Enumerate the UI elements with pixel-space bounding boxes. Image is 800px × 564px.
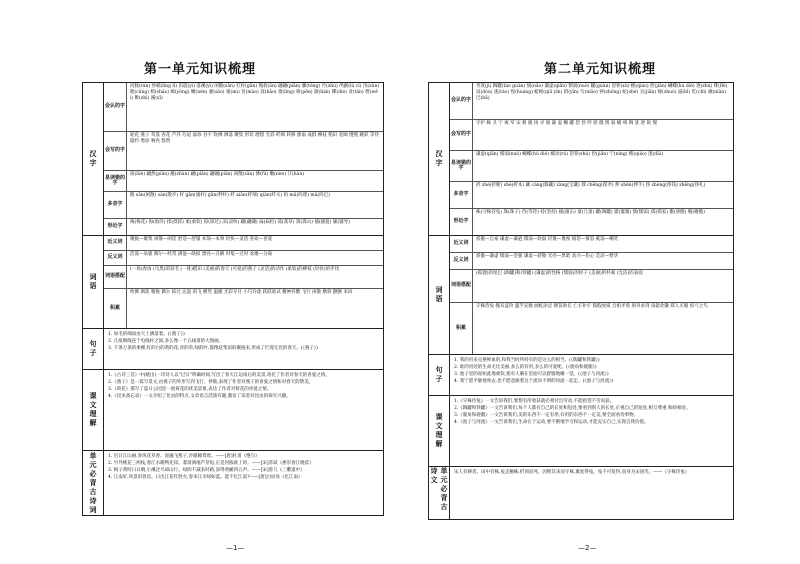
section-label: 词语 — [429, 236, 450, 354]
sub-label: 积累 — [450, 303, 473, 354]
section-juzi — [429, 354, 733, 395]
section-label: 单元必背古诗文 — [429, 467, 450, 519]
synonyms: 骄傲—自豪 谦虚—谦逊 懦弱—软弱 轻蔑—蔑视 恼怒—愤怒 奚落—嘲笑 — [476, 237, 619, 242]
sub-label: 近义词 — [104, 236, 127, 250]
sentence: 1. 如毛的细雨由天上洒落着。(《燕子》) — [108, 332, 185, 337]
word-accumulation: 吹拂 洒落 聚拢 偶尔 掠过 沾湿 斜飞 横竖 温暖 光彩夺目 小巧玲珑 跃跃欲试 精神抖擞 飞行 闲散 横斜 颤颤 来回 — [130, 290, 353, 295]
section-label: 汉字 — [429, 83, 450, 235]
text-understanding — [104, 370, 383, 450]
sub-label: 多音字 — [104, 192, 127, 218]
word-matching: (一场)春雨 (乌黑)的羽毛 (一排)稻田 (美丽)的春天 (可爱)的燕子 (灵活)的动作 (柔软)的柳枝 (轻快)的步伐 — [130, 267, 340, 272]
section-label: 词语 — [83, 236, 104, 328]
read-chars: 寿寞(jì) 陶罐(táo guàn) 恼(nǎo) 谦虚(qiān) 懦弱(nuò) 罐(guàn) 恕罪(xù) 樵(qiáo) 捡(jiǎn) 蝴蝶(hú dié) 逐(zhú) 啡(fēi) 逗(dòu) 逃(táo) 惶(huáng) 蚯蚓(qiū yǐn) 阴(yīn) 鸟(niǎo) 钟(zhōng) 蛇(shé) 尖(jiān) 啄(zhuó) 逼(bī) 吃(chī) 碾(niǎn) 巴(bā) — [476, 84, 728, 102]
sub-label: 词语搭配 — [104, 266, 127, 288]
sub-label: 会认的字 — [450, 83, 473, 119]
sub-label: 积累 — [104, 289, 127, 328]
sub-label: 词语搭配 — [450, 270, 473, 302]
section-bibei — [83, 450, 383, 515]
sub-label: 反义词 — [450, 253, 473, 269]
understanding-item: 2.《燕子》是一篇写景文,由燕子的外形写到飞行、停歇,表现了作者对燕子的喜爱之情和对春天的赞美。 — [108, 380, 314, 386]
sub-label: 会认的字 — [104, 83, 127, 131]
section-label: 句子 — [429, 355, 450, 395]
sub-label: 形近字 — [104, 219, 127, 235]
section-kewen — [429, 395, 733, 466]
sub-label: 会写的字 — [450, 120, 473, 150]
easy-chars: 谦虚(qiān) 懦弱(nuò) 蝴蝶(hú dié) 蠕动(rú) 恕罪(shù) 捡(jiǎn) 宁(nìng) 樵(qiáo) 逮(dǎi) — [476, 152, 664, 157]
antonyms: 骄傲—谦虚 懦弱—坚强 谦虚—骄傲 光亮—黑暗 高兴—伤心 荒凉—繁华 — [476, 254, 619, 259]
sentence: 2. 几痕细线连于电线杆之间,多么像一个五线谱的大图画。 — [108, 339, 224, 345]
poem: 4. 江南好,风景旧曾谙。日出江花红胜火,春来江水绿如蓝。能不忆江南?——[唐]白居易《忆江南》 — [108, 475, 303, 481]
sub-label: 易读错的字 — [450, 151, 473, 181]
synonyms: 聚拢—聚集 闲散—闲适 舒适—舒服 本领—本事 轻快—灵活 喜欢—喜爱 — [130, 237, 273, 242]
section-label: 单元必背古诗词 — [83, 451, 104, 515]
word-matching: (狐狸)的尾巴 (陶罐)和(铁罐) (谦虚)的性格 (懦弱)的样子 (美丽)的朴素 (光洁)的表面 — [476, 271, 643, 276]
section-ciyu — [83, 235, 383, 328]
polyphonic-chars: 折 zhé(折断) shé(折本) 藏 cáng(躲藏) zàng(宝藏) 撑 chēng(撑伞) 伸 shēn(伸手) 挣 zhèng(挣钱) zhēng(挣扎) — [476, 183, 706, 188]
sub-label: 会写的字 — [104, 132, 127, 170]
read-chars: 河豚(tún) 炒嗝(lìng lì) 旧震(yì) 落溪(yì) 闲散(sǎn) 扛杆(gān) 俺翁(ǎn) 翩翩(piān) 藤(téng) 竹(zhú) 鸬鹚(lú cí) 汛(xùn) 舱(cāng) 梢(shāo) 蟑(yǒng) 嫩(nèn) 骚(sāo) 蜜(mì) 冒(mào) 蒿(hāo) 菱(líng) 喷(pēn) 颌(hàn) 蝶(dié) 贪(tān) 偎(wēi) 稚(zhì) 溪(xī) — [130, 84, 380, 102]
write-chars: 守护 株 丑 宁 寓 窄 宋 耕 撞 扬 寻 恼 谦 虚 糊 罐 恕 捡 哼 骄 傲 懦 弱 蠕 相 陶 犹 逐 锐 慢 — [476, 121, 657, 126]
word-accumulation: 守株待兔 掩耳盗铃 滥竽充数 画蛇添足 揠苗助长 亡羊补牢 狐假虎威 自相矛盾 刻舟求剑 南辕北辙 郑人买履 惊弓之鸟 — [476, 304, 708, 309]
understanding-item: 3.《鹿角和鹿腿》一文告诉我们,美的东西不一定有用,有用的东西不一定美,要全面看待事物。 — [454, 413, 639, 419]
section-hanzi — [83, 83, 383, 235]
section-hanzi — [429, 83, 733, 235]
section-label: 课文理解 — [429, 396, 450, 466]
section-label: 句子 — [83, 329, 104, 369]
understanding-item: 1.《守株待兔》一文告诉我们,要想有所收获就必须付出劳动,不能指望不劳而获。 — [454, 399, 615, 404]
understanding-item: 1.《古诗三首》中(晓出)一诗诗人以"过日"明确时间,写出了春天江边雨后的美景,寄托了作者对春天的喜爱之情。 — [108, 373, 330, 378]
sub-label: 近义词 — [450, 236, 473, 252]
page-2 — [400, 0, 800, 564]
polyphonic-chars: 散 sǎn(闲散) sàn(散步) 杆 gān(旗杆) gǎn(秤杆) 纤 xiān(纤细) qiàn(纤夫) 吗 mǎ(吗啡) mā(吗巴) — [130, 193, 330, 198]
understanding-item: 4.《昆虫备忘录》一文介绍了昆虫的特点,文章语言活泼有趣,激发了读者对昆虫的探究兴趣。 — [108, 394, 291, 400]
classic-text: 宋人有耕者。田中有株,兔走触株,折颈而死。因释其耒而守株,冀复得兔。兔不可复得,而身为宋国笑。——《守株待兔》 — [454, 470, 690, 475]
poem: 2. 竹外桃花三两枝,春江水暖鸭先知。蒌蒿满地芦芽短,正是河豚欲上时。——[宋]苏轼《惠崇春江晚景》 — [108, 461, 314, 467]
required-classics — [450, 467, 733, 519]
required-poems — [104, 451, 383, 515]
knowledge-table — [428, 82, 734, 520]
section-bibei — [429, 466, 733, 519]
understanding-item: 2.《陶罐和铁罐》一文告诉我们,每个人都有自己的长处和短处,要看到别人的长处,正视自己的短处,相互尊重,和睦相处。 — [454, 406, 691, 412]
poem: 3. 梅子黄时日日晴,小溪泛尽却山行。绿阴不减来时路,添得黄鹂四五声。——[宋]曾几《三衢道中》 — [108, 468, 305, 474]
page-number: —1— — [226, 544, 245, 552]
knowledge-table — [82, 82, 384, 516]
text-understanding — [450, 396, 733, 466]
section-juzi — [83, 328, 383, 369]
write-chars: 轮花 燕子 驾荔 杏花 芦芥 巧逗 溢珍 吞宇 吹拂 洒落 聚集 形状 理想 光彩 纤细 转移 涨溢 成群 柳枝 稻田 宽阔 慢慢 跳跃 等待 隐约 增添 响亮 悠然 — [130, 133, 379, 145]
sentence: 4. 我宁愿平静地死去,也不愿意跟着这个流向不明的河流一起走。(《池子与河流》) — [454, 379, 614, 385]
page-title: 第一单元知识梳理 — [143, 62, 256, 77]
page-number: —2— — [578, 544, 597, 552]
section-ciyu — [429, 235, 733, 354]
sub-label: 多音字 — [450, 182, 473, 208]
section-label: 课文理解 — [83, 370, 104, 450]
sentences — [450, 355, 733, 395]
antonyms: 活泼—呆板 偶尔—经常 满盈—缺损 漂亮—丑陋 时髦—过时 欢聚—分离 — [130, 252, 273, 257]
sentences — [104, 329, 383, 369]
sentence: 1. 我的用来兑换鲜血的,和我当时所持有的是这么的相当。(《陶罐和铁罐》) — [454, 358, 600, 363]
sub-label: 形近字 — [450, 209, 473, 235]
understanding-item: 4.《池子与河流》一文告诉我们,生命在于运动,要不断地学习和运动,才能充实自己,实现自我价值。 — [454, 420, 649, 426]
sentence: 3. 池子里的泥如此地柔软,使有人躺在里面可以舒服地睡一觉。(《池子与河流》) — [454, 372, 609, 378]
similar-chars: 梅(梅花) 海(海洋) 揉(揉搓) 柔(柔软) 掠(掠过) 凉(凉快) 翩(翩翩) 扁(扁担) 蒿(蒿草) 嵩(嵩山) 捕(捕捉) 辅(辅导) — [130, 220, 350, 225]
sentence: 3. 千条万条的柔柳,红的白的黄的花,青的草,绿的叶,都像赶集似的聚拢来,形成了烂漫无比的春天。(《燕子》) — [108, 346, 318, 352]
sub-label: 反义词 — [104, 251, 127, 265]
sub-label: 易读错的字 — [104, 171, 127, 191]
section-kewen — [83, 369, 383, 450]
page-title: 第二单元知识梳理 — [543, 62, 656, 77]
understanding-item: 3.《荷花》描写了夏日公园里一池荷花的优美景象,表达了作者对荷花的喜爱之情。 — [108, 387, 272, 393]
similar-chars: 株(守株待兔) 珠(珠子) 待(等待) 持(坚持) 撞(撞击) 童(儿童) 罐(陶罐) 灌(灌溉) 懦(懦弱) 儒(儒家) 傲(骄傲) 嗷(嗷嗷) — [476, 210, 705, 215]
easy-chars: 掠(lüè) 翩然(piān) 蘸(zhàn) 翩(piān) 翩翩(piān) 闲散(sǎn) 拂(fú) 嫩(nèn) 汗(hàn) — [130, 172, 304, 177]
sentence: 2. 谁的用处的生命无比美丽,多么的有用,多么的可爱呢。(《鹿角和鹿腿》) — [454, 365, 597, 371]
section-label: 汉字 — [83, 83, 104, 235]
poem: 1. 迟日江山丽,春风花草香。泥融飞燕子,沙暖睡鸳鸯。——[唐]杜甫《绝句》 — [108, 454, 260, 459]
